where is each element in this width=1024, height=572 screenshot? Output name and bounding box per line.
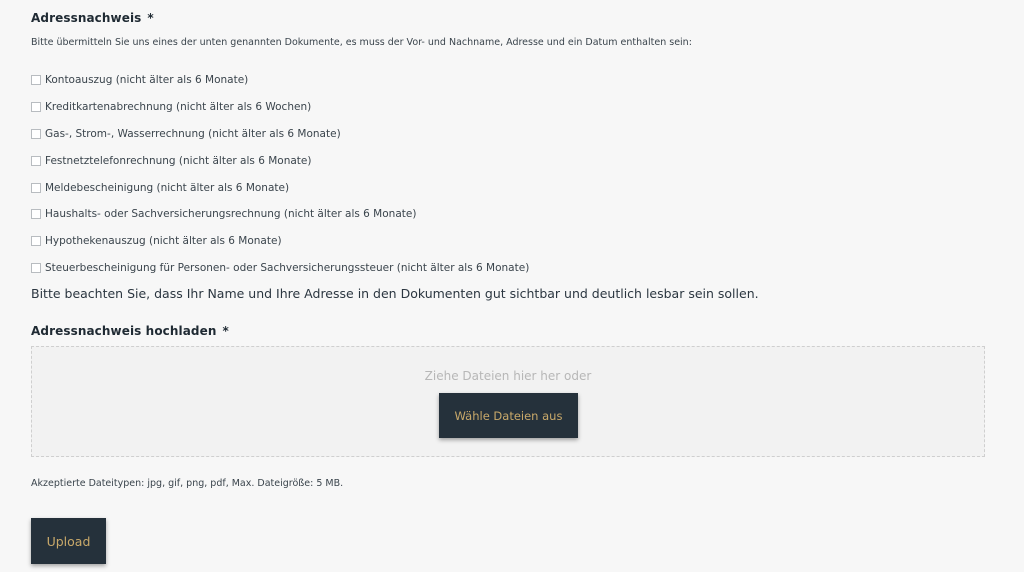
document-option-label[interactable]: Hypothekenauszug (nicht älter als 6 Monate): [45, 235, 282, 248]
document-option[interactable]: [31, 255, 529, 282]
checkbox[interactable]: [31, 102, 41, 112]
checkbox[interactable]: [31, 75, 41, 85]
address-proof-label: Adressnachweis: [31, 11, 142, 25]
upload-label: Adressnachweis hochladen: [31, 324, 217, 338]
checkbox[interactable]: [31, 236, 41, 246]
required-marker: *: [147, 11, 154, 25]
dropzone-hint: Ziehe Dateien hier her oder: [424, 369, 592, 383]
document-option[interactable]: [31, 228, 529, 255]
required-marker: *: [222, 324, 229, 338]
accepted-file-types: Akzeptierte Dateitypen: jpg, gif, png, pdf, Max. Dateigröße: 5 MB.: [31, 478, 344, 489]
upload-heading: [31, 324, 229, 338]
document-checkbox-list: [31, 67, 529, 281]
document-option-label[interactable]: Kreditkartenabrechnung (nicht älter als 6 Wochen): [45, 101, 312, 114]
document-option-label[interactable]: Gas-, Strom-, Wasserrechnung (nicht älter als 6 Monate): [45, 127, 341, 140]
address-proof-intro: Bitte übermitteln Sie uns eines der unten genannten Dokumente, es muss der Vor- und Nachname, Adresse und ein Datum enthalten sein:: [31, 37, 692, 48]
choose-files-button[interactable]: Wähle Dateien aus: [439, 393, 578, 438]
checkbox[interactable]: [31, 156, 41, 166]
legibility-notice: Bitte beachten Sie, dass Ihr Name und Ihre Adresse in den Dokumenten gut sichtbar und deutlich lesbar sein sollen.: [31, 286, 759, 301]
document-option[interactable]: [31, 121, 529, 148]
document-option[interactable]: [31, 94, 529, 121]
checkbox[interactable]: [31, 183, 41, 193]
file-dropzone[interactable]: [31, 346, 985, 457]
document-option-label[interactable]: Steuerbescheinigung für Personen- oder Sachversicherungssteuer (nicht älter als 6 Monate): [45, 261, 530, 274]
upload-button[interactable]: Upload: [31, 518, 106, 564]
document-option-label[interactable]: Haushalts- oder Sachversicherungsrechnung (nicht älter als 6 Monate): [45, 208, 417, 221]
checkbox[interactable]: [31, 263, 41, 273]
document-option-label[interactable]: Festnetztelefonrechnung (nicht älter als 6 Monate): [45, 154, 312, 167]
document-option[interactable]: [31, 201, 529, 228]
document-option-label[interactable]: Meldebescheinigung (nicht älter als 6 Monate): [45, 181, 290, 194]
document-option-label[interactable]: Kontoauszug (nicht älter als 6 Monate): [45, 74, 249, 87]
document-option[interactable]: [31, 67, 529, 94]
checkbox[interactable]: [31, 129, 41, 139]
checkbox[interactable]: [31, 209, 41, 219]
address-proof-heading: [31, 11, 154, 25]
document-option[interactable]: [31, 147, 529, 174]
document-option[interactable]: [31, 174, 529, 201]
